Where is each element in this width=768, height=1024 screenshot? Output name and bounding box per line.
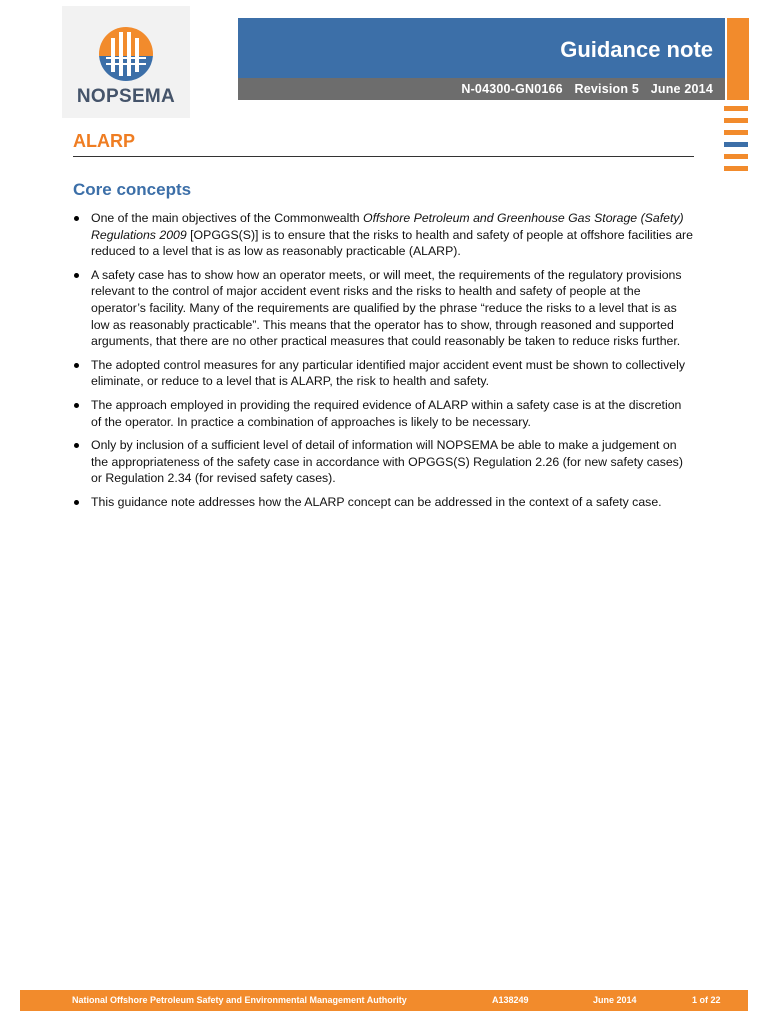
footer-reference: A138249 <box>492 995 529 1005</box>
list-item: One of the main objectives of the Commonwealth Offshore Petroleum and Greenhouse Gas Storage (Safety) Regulations 2009 [OPGGS(S)] is to ensure that the risks to health and safety of people at offshore facilities are reduced to a level that is as low as reasonably practicable (ALARP). <box>73 210 693 260</box>
list-item: A safety case has to show how an operator meets, or will meet, the requirements of the regulatory provisions relevant to the control of major accident event risks and the risks to health and safety of people at the operator’s facility. Many of the requirements are qualified by the phrase “reduce the risks to a level that is as low as reasonably practicable”. This means that the operator has to show, through reasoned and supported arguments, that there are no other practical measures that could reasonably be taken to reduce risks further. <box>73 267 693 350</box>
footer-page-number: 1 of 22 <box>692 995 721 1005</box>
decorative-stripes <box>724 106 748 178</box>
section-heading: Core concepts <box>73 180 192 199</box>
document-meta-band <box>238 78 725 100</box>
list-item: The approach employed in providing the required evidence of ALARP within a safety case is at the discretion of the operator. In practice a combination of approaches is likely to be necessary. <box>73 397 693 430</box>
document-number: N-04300-GN0166 <box>461 82 563 96</box>
list-item: This guidance note addresses how the ALARP concept can be addressed in the context of a safety case. <box>73 494 693 511</box>
logo-wordmark: NOPSEMA <box>76 86 176 107</box>
header-accent-bar <box>727 18 749 100</box>
nopsema-logo <box>62 6 190 118</box>
list-item: Only by inclusion of a sufficient level of detail of information will NOPSEMA be able to make a judgement on the appropriateness of the safety case in accordance with OPGGS(S) Regulation 2.26 (for new safety cases) or Regulation 2.34 (for revised safety cases). <box>73 437 693 487</box>
footer-authority: National Offshore Petroleum Safety and Environmental Management Authority <box>72 995 407 1005</box>
document-date: June 2014 <box>650 82 713 96</box>
page-footer <box>20 990 748 1011</box>
nopsema-emblem-icon <box>98 26 154 82</box>
footer-date: June 2014 <box>593 995 637 1005</box>
core-concepts-list <box>73 210 693 518</box>
title-divider <box>73 156 694 157</box>
list-item: The adopted control measures for any particular identified major accident event must be shown to collectively eliminate, or reduce to a level that is ALARP, the risk to health and safety. <box>73 357 693 390</box>
document-type-title: Guidance note <box>560 37 713 62</box>
document-revision: Revision 5 <box>574 82 640 96</box>
page-title: ALARP <box>73 131 135 151</box>
header-title-band <box>238 18 725 78</box>
